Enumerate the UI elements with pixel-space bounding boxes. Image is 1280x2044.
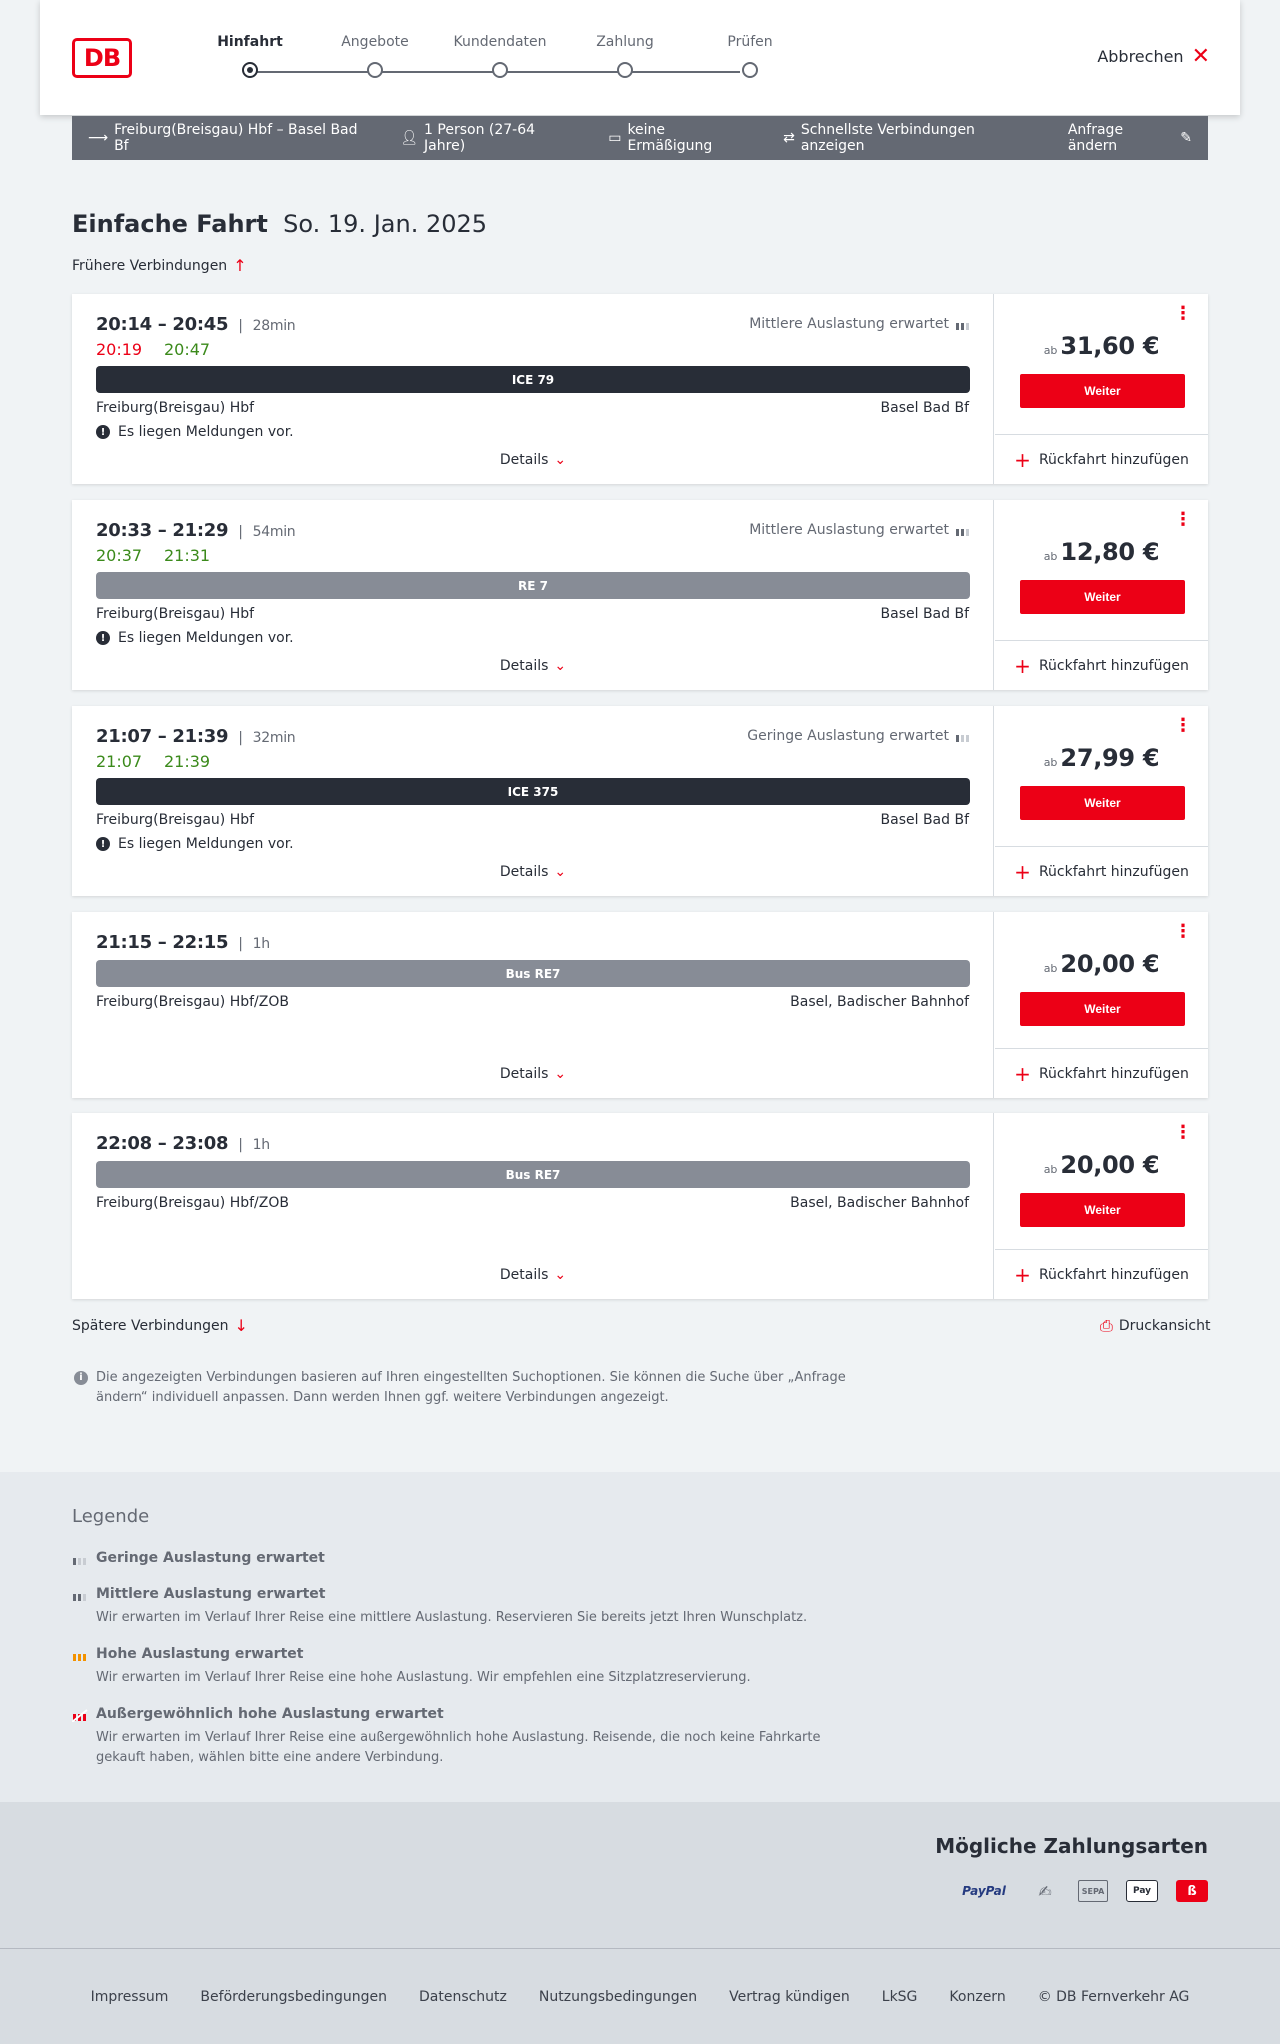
- db-bonus-logo: ß: [1176, 1880, 1208, 1902]
- connection-card: [72, 706, 1208, 896]
- chevron-down-icon: ⌄: [554, 452, 567, 468]
- payment-section: [0, 1802, 1280, 1948]
- duration: 1h: [252, 936, 270, 952]
- search-summary: [72, 116, 1208, 160]
- details-toggle[interactable]: Details ⌄: [499, 452, 567, 468]
- connection-times: 22:08 – 23:08 | 1h: [96, 1133, 270, 1154]
- occupancy-info: Geringe Auslastung erwartet: [747, 728, 971, 744]
- realtime: 21:07 21:39: [96, 752, 211, 771]
- legend-item-low: Geringe Auslastung erwartet: [72, 1550, 852, 1566]
- summary-persons: 👤︎ 1 Person (27-64 Jahre): [400, 122, 536, 154]
- occupancy-icon: [955, 523, 971, 537]
- occupancy-icon: [955, 317, 971, 331]
- arrow-up-icon: ↑: [233, 256, 247, 275]
- connection-card: [72, 500, 1208, 690]
- person-icon: 👤︎: [400, 130, 419, 146]
- footer-link[interactable]: Impressum: [90, 1988, 169, 2005]
- summary-route: ⟶ Freiburg(Breisgau) Hbf – Basel Bad Bf: [88, 122, 358, 154]
- price-panel: [995, 706, 1208, 896]
- alert-icon: !: [96, 837, 110, 851]
- plus-icon: +: [1014, 1061, 1031, 1086]
- arrival-station: Basel Bad Bf: [880, 606, 969, 622]
- db-logo[interactable]: DB: [72, 38, 132, 78]
- connection-info[interactable]: [72, 706, 994, 896]
- footer-link[interactable]: Konzern: [949, 1988, 1006, 2005]
- departure-station: Freiburg(Breisgau) Hbf: [96, 812, 255, 828]
- train-bar: ICE 79: [96, 366, 970, 393]
- payment-logos: [956, 1880, 1208, 1902]
- step-dot: [492, 62, 508, 78]
- add-return-trip-button[interactable]: + Rückfahrt hinzufügen: [995, 1249, 1208, 1299]
- departure-station: Freiburg(Breisgau) Hbf/ZOB: [96, 1195, 289, 1211]
- connection-info[interactable]: [72, 912, 994, 1098]
- chevron-down-icon: ⌄: [554, 658, 567, 674]
- card-icon: ▭: [608, 130, 622, 146]
- weiter-button[interactable]: Weiter: [1020, 580, 1185, 614]
- occupancy-very-high-icon: [72, 1708, 88, 1722]
- connection-info[interactable]: [72, 1113, 994, 1299]
- price: ab 27,99 €: [1043, 744, 1160, 772]
- add-return-trip-button[interactable]: + Rückfahrt hinzufügen: [995, 846, 1208, 896]
- footer-link[interactable]: Datenschutz: [418, 1988, 507, 2005]
- legend-item-high: Hohe Auslastung erwartet Wir erwarten im Verlauf Ihrer Reise eine hohe Auslastung. Wir empfehlen eine Sitzplatzreservierung.: [72, 1646, 852, 1688]
- footer: [0, 1948, 1280, 2044]
- occupancy-info: Mittlere Auslastung erwartet: [749, 522, 971, 538]
- price-panel: [995, 912, 1208, 1098]
- more-options-icon[interactable]: ⋮: [1174, 715, 1192, 736]
- connection-card: [72, 1113, 1208, 1299]
- occupancy-high-icon: [72, 1648, 88, 1662]
- plus-icon: +: [1014, 859, 1031, 884]
- messages-notice: ! Es liegen Meldungen vor.: [96, 630, 294, 646]
- departure-station: Freiburg(Breisgau) Hbf: [96, 606, 255, 622]
- weiter-button[interactable]: Weiter: [1020, 1193, 1185, 1227]
- departure-station: Freiburg(Breisgau) Hbf/ZOB: [96, 994, 289, 1010]
- footer-link[interactable]: LkSG: [881, 1988, 918, 2005]
- train-bar: ICE 375: [96, 778, 970, 805]
- print-view-link[interactable]: ⎙ Druckansicht: [1100, 1316, 1211, 1335]
- add-return-trip-button[interactable]: + Rückfahrt hinzufügen: [995, 640, 1208, 690]
- price: ab 20,00 €: [1043, 950, 1160, 978]
- step-kundendaten: Kundendaten: [440, 34, 560, 50]
- realtime: 20:19 20:47: [96, 340, 211, 359]
- realtime: 20:37 21:31: [96, 546, 211, 565]
- earlier-connections-link[interactable]: Frühere Verbindungen ↑: [72, 256, 247, 275]
- step-dot: [242, 62, 258, 78]
- connection-times: 21:07 – 21:39 | 32min: [96, 726, 296, 747]
- add-return-trip-button[interactable]: + Rückfahrt hinzufügen: [995, 434, 1208, 484]
- connection-card: [72, 912, 1208, 1098]
- info-icon: i: [74, 1371, 88, 1385]
- connection-info[interactable]: [72, 294, 994, 484]
- footer-link[interactable]: Nutzungsbedingungen: [538, 1988, 698, 2005]
- alert-icon: !: [96, 425, 110, 439]
- train-bar: Bus RE7: [96, 1161, 970, 1188]
- alert-icon: !: [96, 631, 110, 645]
- footer-link[interactable]: Vertrag kündigen: [729, 1988, 850, 2005]
- summary-discount: ▭ keine Ermäßigung: [608, 122, 713, 154]
- plus-icon: +: [1014, 1262, 1031, 1287]
- connection-times: 21:15 – 22:15 | 1h: [96, 932, 270, 953]
- paypal-logo: PayPal: [962, 1884, 1006, 1898]
- occupancy-info: Mittlere Auslastung erwartet: [749, 316, 971, 332]
- arrival-station: Basel Bad Bf: [880, 400, 969, 416]
- price-panel: [995, 294, 1208, 484]
- chevron-down-icon: ⌄: [554, 1267, 567, 1283]
- legend-title: Legende: [72, 1506, 150, 1527]
- arrow-down-icon: ↓: [234, 1316, 248, 1335]
- footer-link: © DB Fernverkehr AG: [1037, 1988, 1190, 2005]
- legend-item-very-high: Außergewöhnlich hohe Auslastung erwartet Wir erwarten im Verlauf Ihrer Reise eine außergewöhnlich hohe Auslastung. Reisende, die noch keine Fahrkarte gekauft haben, wählen bitte eine andere Verbindung.: [72, 1706, 852, 1768]
- cancel-button[interactable]: [1097, 43, 1210, 69]
- occupancy-low-icon: [72, 1552, 88, 1566]
- close-icon: ✕: [1191, 43, 1210, 69]
- step-pruefen: Prüfen: [690, 34, 810, 50]
- apple-pay-logo: Pay: [1126, 1880, 1158, 1902]
- price: ab 12,80 €: [1043, 538, 1160, 566]
- duration: 28min: [252, 318, 296, 334]
- edit-request-button[interactable]: Anfrage ändern ✎: [1067, 122, 1192, 154]
- more-options-icon[interactable]: ⋮: [1174, 509, 1192, 530]
- duration: 32min: [252, 730, 296, 746]
- step-dot: [742, 62, 758, 78]
- occupancy-icon: [955, 729, 971, 743]
- step-angebote: Angebote: [315, 34, 435, 50]
- more-options-icon[interactable]: ⋮: [1174, 303, 1192, 324]
- progress-stepper: [210, 34, 773, 84]
- signature-logo: ✍︎: [1038, 1881, 1052, 1901]
- later-connections-link[interactable]: Spätere Verbindungen ↓: [72, 1316, 248, 1335]
- price-panel: [995, 500, 1208, 690]
- sepa-logo: SEPA: [1078, 1880, 1108, 1902]
- summary-fastest: ⇄ Schnellste Verbindungen anzeigen: [783, 122, 975, 154]
- details-toggle[interactable]: Details ⌄: [499, 1267, 567, 1283]
- weiter-button[interactable]: Weiter: [1020, 992, 1185, 1026]
- price-panel: [995, 1113, 1208, 1299]
- legend-section: [0, 1472, 1280, 1802]
- footer-link[interactable]: Beförderungsbedingungen: [200, 1988, 387, 2005]
- route-arrow-icon: ⟶: [88, 130, 109, 146]
- chevron-down-icon: ⌄: [554, 864, 567, 880]
- step-dot: [617, 62, 633, 78]
- details-toggle[interactable]: Details ⌄: [499, 1066, 567, 1082]
- occupancy-medium-icon: [72, 1588, 88, 1602]
- chevron-down-icon: ⌄: [554, 1066, 567, 1082]
- details-toggle[interactable]: Details ⌄: [499, 658, 567, 674]
- messages-notice: ! Es liegen Meldungen vor.: [96, 424, 294, 440]
- filter-icon: ⇄: [783, 130, 795, 146]
- arrival-station: Basel Bad Bf: [880, 812, 969, 828]
- info-note: i Die angezeigten Verbindungen basieren auf Ihren eingestellten Suchoptionen. Sie können die Suche über „Anfrage ändern“ individuell anpassen. Dann werden Ihnen ggf. weitere Verbindungen angezeigt.: [72, 1368, 852, 1408]
- printer-icon: ⎙: [1100, 1316, 1113, 1335]
- legend-item-medium: Mittlere Auslastung erwartet Wir erwarten im Verlauf Ihrer Reise eine mittlere Auslastung. Reservieren Sie bereits jetzt Ihren Wunschplatz.: [72, 1586, 852, 1628]
- connection-times: 20:33 – 21:29 | 54min: [96, 520, 296, 541]
- arrival-station: Basel, Badischer Bahnhof: [790, 1195, 969, 1211]
- details-toggle[interactable]: Details ⌄: [499, 864, 567, 880]
- more-options-icon[interactable]: ⋮: [1174, 921, 1192, 942]
- more-options-icon[interactable]: ⋮: [1174, 1122, 1192, 1143]
- cancel-label: Abbrechen: [1097, 47, 1184, 66]
- add-return-trip-button[interactable]: + Rückfahrt hinzufügen: [995, 1048, 1208, 1098]
- step-zahlung: Zahlung: [565, 34, 685, 50]
- duration: 54min: [252, 524, 296, 540]
- weiter-button[interactable]: Weiter: [1020, 374, 1185, 408]
- page-title: Einfache Fahrt So. 19. Jan. 2025: [72, 210, 488, 238]
- header: [40, 0, 1240, 115]
- weiter-button[interactable]: Weiter: [1020, 786, 1185, 820]
- step-dot: [367, 62, 383, 78]
- plus-icon: +: [1014, 447, 1031, 472]
- pencil-icon: ✎: [1180, 130, 1192, 146]
- messages-notice: ! Es liegen Meldungen vor.: [96, 836, 294, 852]
- connection-times: 20:14 – 20:45 | 28min: [96, 314, 296, 335]
- connection-info[interactable]: [72, 500, 994, 690]
- connection-card: [72, 294, 1208, 484]
- duration: 1h: [252, 1137, 270, 1153]
- step-hinfahrt: Hinfahrt: [190, 34, 310, 50]
- price: ab 20,00 €: [1043, 1151, 1160, 1179]
- departure-station: Freiburg(Breisgau) Hbf: [96, 400, 255, 416]
- train-bar: Bus RE7: [96, 960, 970, 987]
- payment-title: Mögliche Zahlungsarten: [935, 1834, 1208, 1858]
- plus-icon: +: [1014, 653, 1031, 678]
- arrival-station: Basel, Badischer Bahnhof: [790, 994, 969, 1010]
- train-bar: RE 7: [96, 572, 970, 599]
- price: ab 31,60 €: [1043, 332, 1160, 360]
